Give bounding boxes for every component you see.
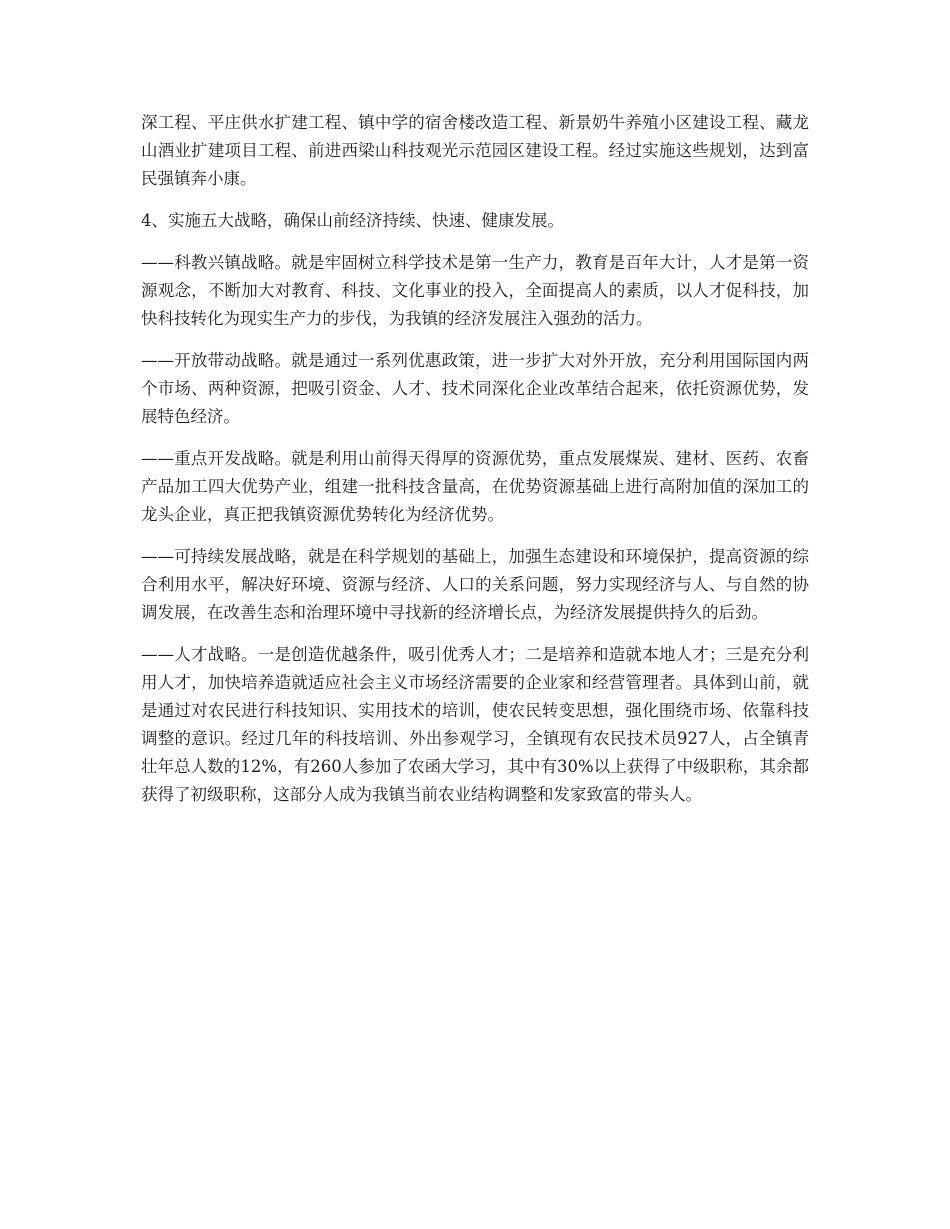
paragraph-key-development-strategy: ——重点开发战略。就是利用山前得天得厚的资源优势，重点发展煤炭、建材、医药、农畜产品加工四大优势产业，组建一批科技含量高，在优势资源基础上进行高附加值的深加工的龙头企业，真正把我镇资源优势转化为经济优势。 xyxy=(141,449,809,524)
paragraph-continuation: 深工程、平庄供水扩建工程、镇中学的宿舍楼改造工程、新景奶牛养殖小区建设工程、藏龙山酒业扩建项目工程、前进西梁山科技观光示范园区建设工程。经过实施这些规划，达到富民强镇奔小康。 xyxy=(141,113,809,188)
paragraph-opening-up-strategy: ——开放带动战略。就是通过一系列优惠政策，进一步扩大对外开放，充分利用国际国内两个市场、两种资源，把吸引资金、人才、技术同深化企业改革结合起来，依托资源优势，发展特色经济。 xyxy=(141,351,809,426)
paragraph-section-heading: 4、实施五大战略，确保山前经济持续、快速、健康发展。 xyxy=(141,211,564,230)
paragraph-talent-strategy: ——人才战略。一是创造优越条件，吸引优秀人才；二是培养和造就本地人才；三是充分利用人才，加快培养造就适应社会主义市场经济需要的企业家和经营管理者。具体到山前，就是通过对农民进行科技知识、实用技术的培训，使农民转变思想，强化围绕市场、依靠科技调整的意识。经过几年的科技培训、外出参观学习，全镇现有农民技术员927人，占全镇青壮年总人数的12%，有260人参加了农函大学习，其中有30%以上获得了中级职称，其余都获得了初级职称，这部分人成为我镇当前农业结构调整和发家致富的带头人。 xyxy=(141,645,809,804)
paragraph-sustainable-development-strategy: ——可持续发展战略，就是在科学规划的基础上，加强生态建设和环境保护，提高资源的综合利用水平，解决好环境、资源与经济、人口的关系问题，努力实现经济与人、与自然的协调发展，在改善生态和治理环境中寻找新的经济增长点，为经济发展提供持久的后劲。 xyxy=(141,547,809,622)
paragraph-science-education-strategy: ——科教兴镇战略。就是牢固树立科学技术是第一生产力，教育是百年大计，人才是第一资源观念，不断加大对教育、科技、文化事业的投入，全面提高人的素质，以人才促科技，加快科技转化为现实生产力的步伐，为我镇的经济发展注入强劲的活力。 xyxy=(141,253,809,328)
document-page xyxy=(141,109,809,823)
